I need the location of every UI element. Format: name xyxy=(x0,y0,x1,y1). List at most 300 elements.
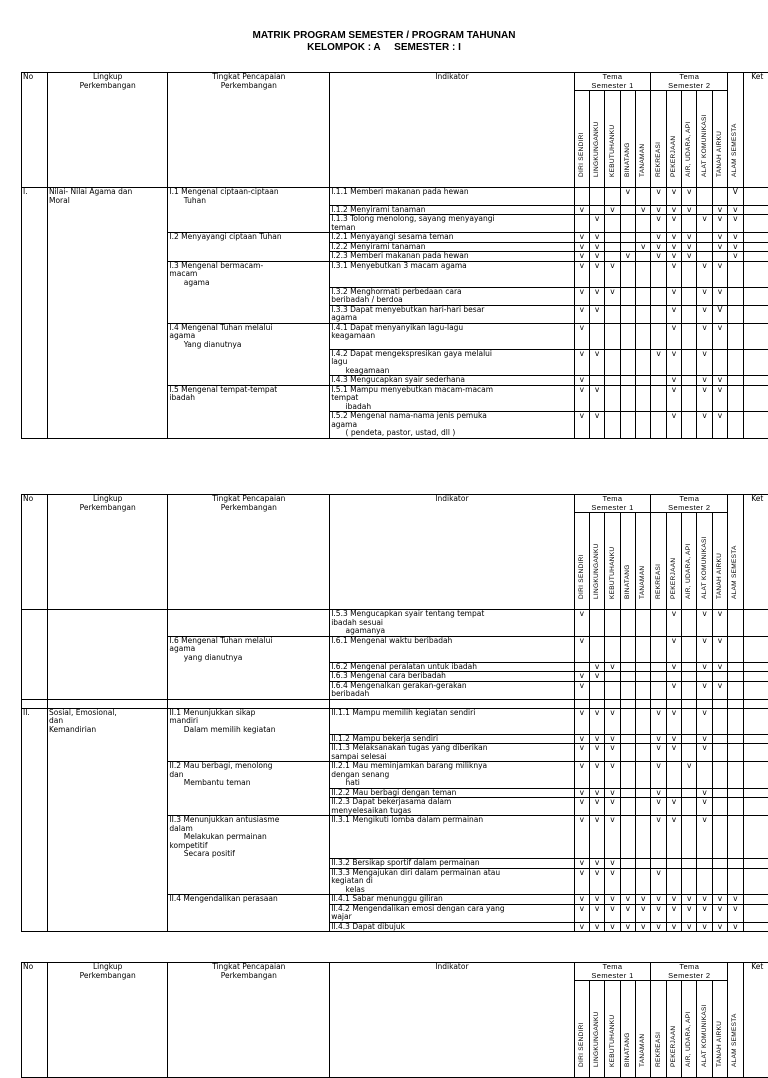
check-cell: v xyxy=(666,734,681,744)
row-lingkup xyxy=(47,376,167,386)
row-ket xyxy=(743,895,768,905)
check-cell: v xyxy=(666,261,681,287)
check-cell: v xyxy=(712,376,727,386)
check-cell xyxy=(620,798,635,816)
table-row xyxy=(22,708,768,734)
check-cell xyxy=(651,636,666,662)
check-cell: v xyxy=(589,305,604,323)
check-cell xyxy=(636,672,651,682)
check-cell: V xyxy=(728,188,743,206)
check-cell xyxy=(728,305,743,323)
check-cell: v xyxy=(712,662,727,672)
spacer-cell xyxy=(22,699,48,708)
row-no xyxy=(22,287,48,305)
check-cell: v xyxy=(589,744,604,762)
spacer-cell xyxy=(47,699,167,708)
check-cell: v xyxy=(589,762,604,789)
check-cell xyxy=(620,215,635,233)
check-cell: v xyxy=(574,287,589,305)
check-cell: v xyxy=(589,904,604,922)
check-cell xyxy=(712,816,727,859)
row-tingkat xyxy=(168,798,330,816)
check-cell: v xyxy=(712,412,727,439)
check-cell xyxy=(605,681,620,699)
row-lingkup xyxy=(47,205,167,215)
check-cell: v xyxy=(666,895,681,905)
table-row xyxy=(22,287,768,305)
check-cell xyxy=(636,323,651,349)
check-cell: v xyxy=(574,788,589,798)
header-indikator: Indikator xyxy=(330,963,574,1078)
check-cell xyxy=(636,744,651,762)
row-ket xyxy=(743,788,768,798)
table-row xyxy=(22,261,768,287)
theme-label: KEBUTUHANKU xyxy=(609,125,617,177)
check-cell xyxy=(682,744,697,762)
check-cell xyxy=(712,744,727,762)
row-indikator: I.5.1 Mampu menyebutkan macam-macam tempat ibadah xyxy=(330,385,574,412)
row-lingkup xyxy=(47,734,167,744)
check-cell: v xyxy=(574,922,589,932)
row-indikator: I.6.4 Mengenalkan gerakan-gerakan beribadah xyxy=(330,681,574,699)
row-no xyxy=(22,672,48,682)
check-cell: v xyxy=(712,610,727,637)
header-tema-semester-2: Tema Semester 2 xyxy=(651,963,728,981)
check-cell: v xyxy=(605,868,620,895)
row-indikator: I.3.2 Menghormati perbedaan cara beribadah / berdoa xyxy=(330,287,574,305)
check-cell xyxy=(712,788,727,798)
check-cell xyxy=(682,734,697,744)
check-cell xyxy=(605,610,620,637)
document-title xyxy=(0,30,768,54)
row-no xyxy=(22,305,48,323)
check-cell xyxy=(651,261,666,287)
check-cell: v xyxy=(697,734,712,744)
matrix-table-3 xyxy=(21,962,768,1078)
check-cell: v xyxy=(589,859,604,869)
check-cell: v xyxy=(589,662,604,672)
check-cell xyxy=(682,662,697,672)
table-row xyxy=(22,385,768,412)
check-cell: v xyxy=(574,233,589,243)
row-ket xyxy=(743,252,768,262)
row-lingkup xyxy=(47,233,167,243)
check-cell: v xyxy=(651,349,666,376)
row-tingkat xyxy=(168,287,330,305)
check-cell xyxy=(666,868,681,895)
row-ket xyxy=(743,287,768,305)
row-lingkup xyxy=(47,323,167,349)
row-indikator: I.2.2 Menyirami tanaman xyxy=(330,242,574,252)
check-cell xyxy=(651,662,666,672)
header-theme-kebutuhanku xyxy=(605,981,620,1078)
check-cell: v xyxy=(651,816,666,859)
check-cell: v xyxy=(574,412,589,439)
check-cell xyxy=(620,708,635,734)
row-indikator: II.1.1 Mampu memilih kegiatan sendiri xyxy=(330,708,574,734)
check-cell xyxy=(728,323,743,349)
check-cell: v xyxy=(574,636,589,662)
row-tingkat xyxy=(168,681,330,699)
table-row xyxy=(22,922,768,932)
check-cell: v xyxy=(651,188,666,206)
theme-label: ALAT KOMUNIKASI xyxy=(701,536,709,599)
check-cell: v xyxy=(589,215,604,233)
header-ket: Ket xyxy=(743,963,768,1078)
header-theme-diri-sendiri xyxy=(574,513,589,610)
check-cell xyxy=(605,385,620,412)
row-no xyxy=(22,762,48,789)
check-cell: v xyxy=(666,744,681,762)
check-cell: v xyxy=(605,816,620,859)
theme-label: TANAMAN xyxy=(639,1034,647,1067)
header-theme-pekerjaan xyxy=(666,513,681,610)
header-theme-tanah-airku xyxy=(712,513,727,610)
check-cell: v xyxy=(666,681,681,699)
check-cell xyxy=(620,233,635,243)
check-cell xyxy=(636,610,651,637)
check-cell xyxy=(728,610,743,637)
check-cell xyxy=(636,636,651,662)
check-cell: v xyxy=(728,922,743,932)
theme-label: TANAMAN xyxy=(639,144,647,177)
spacer-cell xyxy=(712,699,727,708)
check-cell xyxy=(620,261,635,287)
row-no xyxy=(22,261,48,287)
theme-label: BINATANG xyxy=(624,142,632,177)
header-theme-kebutuhanku xyxy=(605,91,620,188)
spacer-cell xyxy=(743,699,768,708)
check-cell: v xyxy=(651,762,666,789)
theme-label: DIRI SENDIRI xyxy=(578,1022,586,1067)
row-indikator: I.3.3 Dapat menyebutkan hari-hari besar agama xyxy=(330,305,574,323)
header-theme-pekerjaan xyxy=(666,91,681,188)
row-tingkat: I.4 Mengenal Tuhan melalui agama Yang dianutnya xyxy=(168,323,330,349)
row-tingkat: II.3 Menunjukkan antusiasme dalam Melakukan permainan kompetitif Secara positif xyxy=(168,816,330,859)
check-cell: v xyxy=(697,636,712,662)
row-indikator: II.2.2 Mau berbagi dengan teman xyxy=(330,788,574,798)
header-alam-semesta-top xyxy=(728,73,743,91)
check-cell: v xyxy=(697,261,712,287)
theme-label: ALAT KOMUNIKASI xyxy=(701,1004,709,1067)
check-cell: v xyxy=(651,788,666,798)
header-lingkup: Lingkup Perkembangan xyxy=(47,495,167,610)
header-theme-diri-sendiri xyxy=(574,91,589,188)
check-cell xyxy=(636,215,651,233)
check-cell: v xyxy=(697,922,712,932)
theme-label: PEKERJAAN xyxy=(670,136,678,177)
check-cell xyxy=(589,323,604,349)
check-cell: v xyxy=(589,242,604,252)
table-row xyxy=(22,904,768,922)
theme-label: LINGKUNGANKU xyxy=(593,543,601,599)
check-cell: v xyxy=(605,788,620,798)
theme-label: REKREASI xyxy=(655,142,663,177)
check-cell: v xyxy=(574,681,589,699)
theme-label: REKREASI xyxy=(655,564,663,599)
row-no xyxy=(22,323,48,349)
check-cell: v xyxy=(666,662,681,672)
check-cell xyxy=(651,681,666,699)
spacer-cell xyxy=(697,699,712,708)
row-lingkup xyxy=(47,287,167,305)
header-ket: Ket xyxy=(743,73,768,188)
theme-label: DIRI SENDIRI xyxy=(578,132,586,177)
table-row xyxy=(22,859,768,869)
check-cell xyxy=(728,816,743,859)
table-row xyxy=(22,242,768,252)
check-cell xyxy=(682,287,697,305)
row-lingkup xyxy=(47,636,167,662)
header-theme-lingkunganku xyxy=(589,981,604,1078)
spacer-cell xyxy=(728,699,743,708)
row-ket xyxy=(743,205,768,215)
header-theme-tanaman xyxy=(636,513,651,610)
check-cell: v xyxy=(666,252,681,262)
row-no: I. xyxy=(22,188,48,206)
check-cell: v xyxy=(605,798,620,816)
check-cell xyxy=(712,762,727,789)
check-cell xyxy=(636,287,651,305)
check-cell: v xyxy=(697,287,712,305)
check-cell xyxy=(697,762,712,789)
check-cell xyxy=(712,859,727,869)
check-cell: v xyxy=(574,205,589,215)
header-theme-kebutuhanku xyxy=(605,513,620,610)
check-cell: v xyxy=(682,252,697,262)
check-cell: v xyxy=(574,708,589,734)
check-cell xyxy=(697,242,712,252)
check-cell: v xyxy=(666,242,681,252)
check-cell: v xyxy=(620,188,635,206)
check-cell: v xyxy=(712,287,727,305)
row-ket xyxy=(743,762,768,789)
check-cell xyxy=(728,385,743,412)
row-indikator: I.6.1 Mengenal waktu beribadah xyxy=(330,636,574,662)
header-theme-alat-komunikasi xyxy=(697,981,712,1078)
row-ket xyxy=(743,672,768,682)
check-cell xyxy=(666,672,681,682)
row-lingkup xyxy=(47,349,167,376)
check-cell: v xyxy=(636,895,651,905)
row-lingkup xyxy=(47,798,167,816)
row-ket xyxy=(743,708,768,734)
check-cell: v xyxy=(651,895,666,905)
row-lingkup xyxy=(47,261,167,287)
spacer-cell xyxy=(330,699,574,708)
row-no xyxy=(22,816,48,859)
check-cell: v xyxy=(605,662,620,672)
check-cell: v xyxy=(574,744,589,762)
header-theme-alam-semesta xyxy=(728,981,743,1078)
check-cell xyxy=(682,636,697,662)
check-cell xyxy=(728,261,743,287)
row-ket xyxy=(743,610,768,637)
check-cell: v xyxy=(589,349,604,376)
row-ket xyxy=(743,816,768,859)
row-lingkup xyxy=(47,895,167,905)
row-tingkat xyxy=(168,922,330,932)
check-cell: v xyxy=(697,788,712,798)
row-no xyxy=(22,662,48,672)
header-theme-lingkunganku xyxy=(589,91,604,188)
check-cell: v xyxy=(682,205,697,215)
table-row xyxy=(22,798,768,816)
check-cell xyxy=(636,859,651,869)
check-cell xyxy=(589,188,604,206)
check-cell xyxy=(605,412,620,439)
row-no xyxy=(22,681,48,699)
check-cell xyxy=(682,868,697,895)
row-ket xyxy=(743,744,768,762)
row-lingkup: Nilai- Nilai Agama dan Moral xyxy=(47,188,167,206)
check-cell: v xyxy=(620,895,635,905)
check-cell: v xyxy=(697,681,712,699)
check-cell: v xyxy=(605,922,620,932)
check-cell xyxy=(712,349,727,376)
header-theme-rekreasi xyxy=(651,981,666,1078)
theme-label: REKREASI xyxy=(655,1032,663,1067)
check-cell xyxy=(728,681,743,699)
check-cell xyxy=(574,215,589,233)
row-no xyxy=(22,734,48,744)
check-cell: v xyxy=(574,261,589,287)
table-row xyxy=(22,681,768,699)
theme-label: AIR, UDARA, API xyxy=(685,1012,693,1067)
check-cell: v xyxy=(605,261,620,287)
check-cell: v xyxy=(605,734,620,744)
check-cell: v xyxy=(574,868,589,895)
row-indikator: II.2.1 Mau meminjamkan barang miliknya dengan senang hati xyxy=(330,762,574,789)
row-ket xyxy=(743,922,768,932)
check-cell xyxy=(620,788,635,798)
row-tingkat: II.1 Menunjukkan sikap mandiri Dalam memilih kegiatan xyxy=(168,708,330,734)
row-lingkup xyxy=(47,242,167,252)
row-tingkat: I.3 Mengenal bermacam- macam agama xyxy=(168,261,330,287)
row-ket xyxy=(743,636,768,662)
header-theme-binatang xyxy=(620,91,635,188)
check-cell: v xyxy=(666,904,681,922)
check-cell xyxy=(728,708,743,734)
check-cell xyxy=(728,798,743,816)
row-no: II. xyxy=(22,708,48,734)
check-cell: v xyxy=(651,868,666,895)
theme-label: AIR, UDARA, API xyxy=(685,122,693,177)
table-row xyxy=(22,868,768,895)
check-cell: v xyxy=(712,922,727,932)
check-cell: v xyxy=(589,261,604,287)
table-row xyxy=(22,349,768,376)
row-ket xyxy=(743,734,768,744)
check-cell: v xyxy=(574,323,589,349)
check-cell xyxy=(666,788,681,798)
check-cell xyxy=(682,215,697,233)
theme-label: AIR, UDARA, API xyxy=(685,544,693,599)
row-tingkat: I.1 Mengenal ciptaan-ciptaan Tuhan xyxy=(168,188,330,206)
row-indikator: II.1.2 Mampu bekerja sendiri xyxy=(330,734,574,744)
row-ket xyxy=(743,798,768,816)
check-cell xyxy=(620,385,635,412)
check-cell xyxy=(697,868,712,895)
row-indikator: II.3.3 Mengajukan diri dalam permainan atau kegiatan di kelas xyxy=(330,868,574,895)
row-no xyxy=(22,233,48,243)
check-cell: v xyxy=(651,215,666,233)
row-indikator: II.4.2 Mengendalikan emosi dengan cara yang wajar xyxy=(330,904,574,922)
check-cell xyxy=(728,672,743,682)
check-cell: v xyxy=(651,252,666,262)
check-cell xyxy=(697,252,712,262)
header-row xyxy=(22,73,768,91)
row-indikator: II.3.2 Bersikap sportif dalam permainan xyxy=(330,859,574,869)
check-cell xyxy=(651,287,666,305)
check-cell xyxy=(620,610,635,637)
table-row xyxy=(22,205,768,215)
check-cell: v xyxy=(605,762,620,789)
check-cell: v xyxy=(697,744,712,762)
check-cell: v xyxy=(697,610,712,637)
check-cell xyxy=(636,261,651,287)
check-cell xyxy=(651,376,666,386)
check-cell: v xyxy=(682,233,697,243)
check-cell: v xyxy=(574,816,589,859)
header-tema-semester-2: Tema Semester 2 xyxy=(651,495,728,513)
matrix-table-1 xyxy=(21,72,768,439)
check-cell xyxy=(728,788,743,798)
row-no xyxy=(22,922,48,932)
row-tingkat xyxy=(168,868,330,895)
check-cell: v xyxy=(697,385,712,412)
row-ket xyxy=(743,188,768,206)
header-theme-alat-komunikasi xyxy=(697,513,712,610)
check-cell xyxy=(620,816,635,859)
check-cell: v xyxy=(574,252,589,262)
theme-label: LINGKUNGANKU xyxy=(593,1011,601,1067)
header-row xyxy=(22,495,768,513)
row-ket xyxy=(743,412,768,439)
row-lingkup xyxy=(47,922,167,932)
check-cell xyxy=(620,744,635,762)
spacer-cell xyxy=(168,699,330,708)
check-cell xyxy=(712,672,727,682)
header-theme-pekerjaan xyxy=(666,981,681,1078)
table-row xyxy=(22,233,768,243)
check-cell: v xyxy=(682,762,697,789)
check-cell: v xyxy=(666,798,681,816)
row-lingkup: Sosial, Emosional, dan Kemandirian xyxy=(47,708,167,734)
theme-label: KEBUTUHANKU xyxy=(609,547,617,599)
row-tingkat: II.2 Mau berbagi, menolong dan Membantu teman xyxy=(168,762,330,789)
theme-label: ALAM SEMESTA xyxy=(731,1013,739,1067)
check-cell: v xyxy=(589,672,604,682)
row-no xyxy=(22,744,48,762)
header-tingkat: Tingkat Pencapaian Perkembangan xyxy=(168,963,330,1078)
check-cell xyxy=(651,412,666,439)
check-cell: v xyxy=(712,323,727,349)
header-no: No xyxy=(22,495,48,610)
row-lingkup xyxy=(47,662,167,672)
check-cell xyxy=(620,636,635,662)
check-cell: v xyxy=(682,904,697,922)
check-cell xyxy=(574,188,589,206)
row-indikator: I.3.1 Menyebutkan 3 macam agama xyxy=(330,261,574,287)
check-cell: v xyxy=(697,412,712,439)
check-cell: v xyxy=(651,904,666,922)
check-cell: v xyxy=(697,904,712,922)
row-indikator: I.6.3 Mengenal cara beribadah xyxy=(330,672,574,682)
theme-label: KEBUTUHANKU xyxy=(609,1015,617,1067)
check-cell xyxy=(636,681,651,699)
check-cell: v xyxy=(605,744,620,762)
